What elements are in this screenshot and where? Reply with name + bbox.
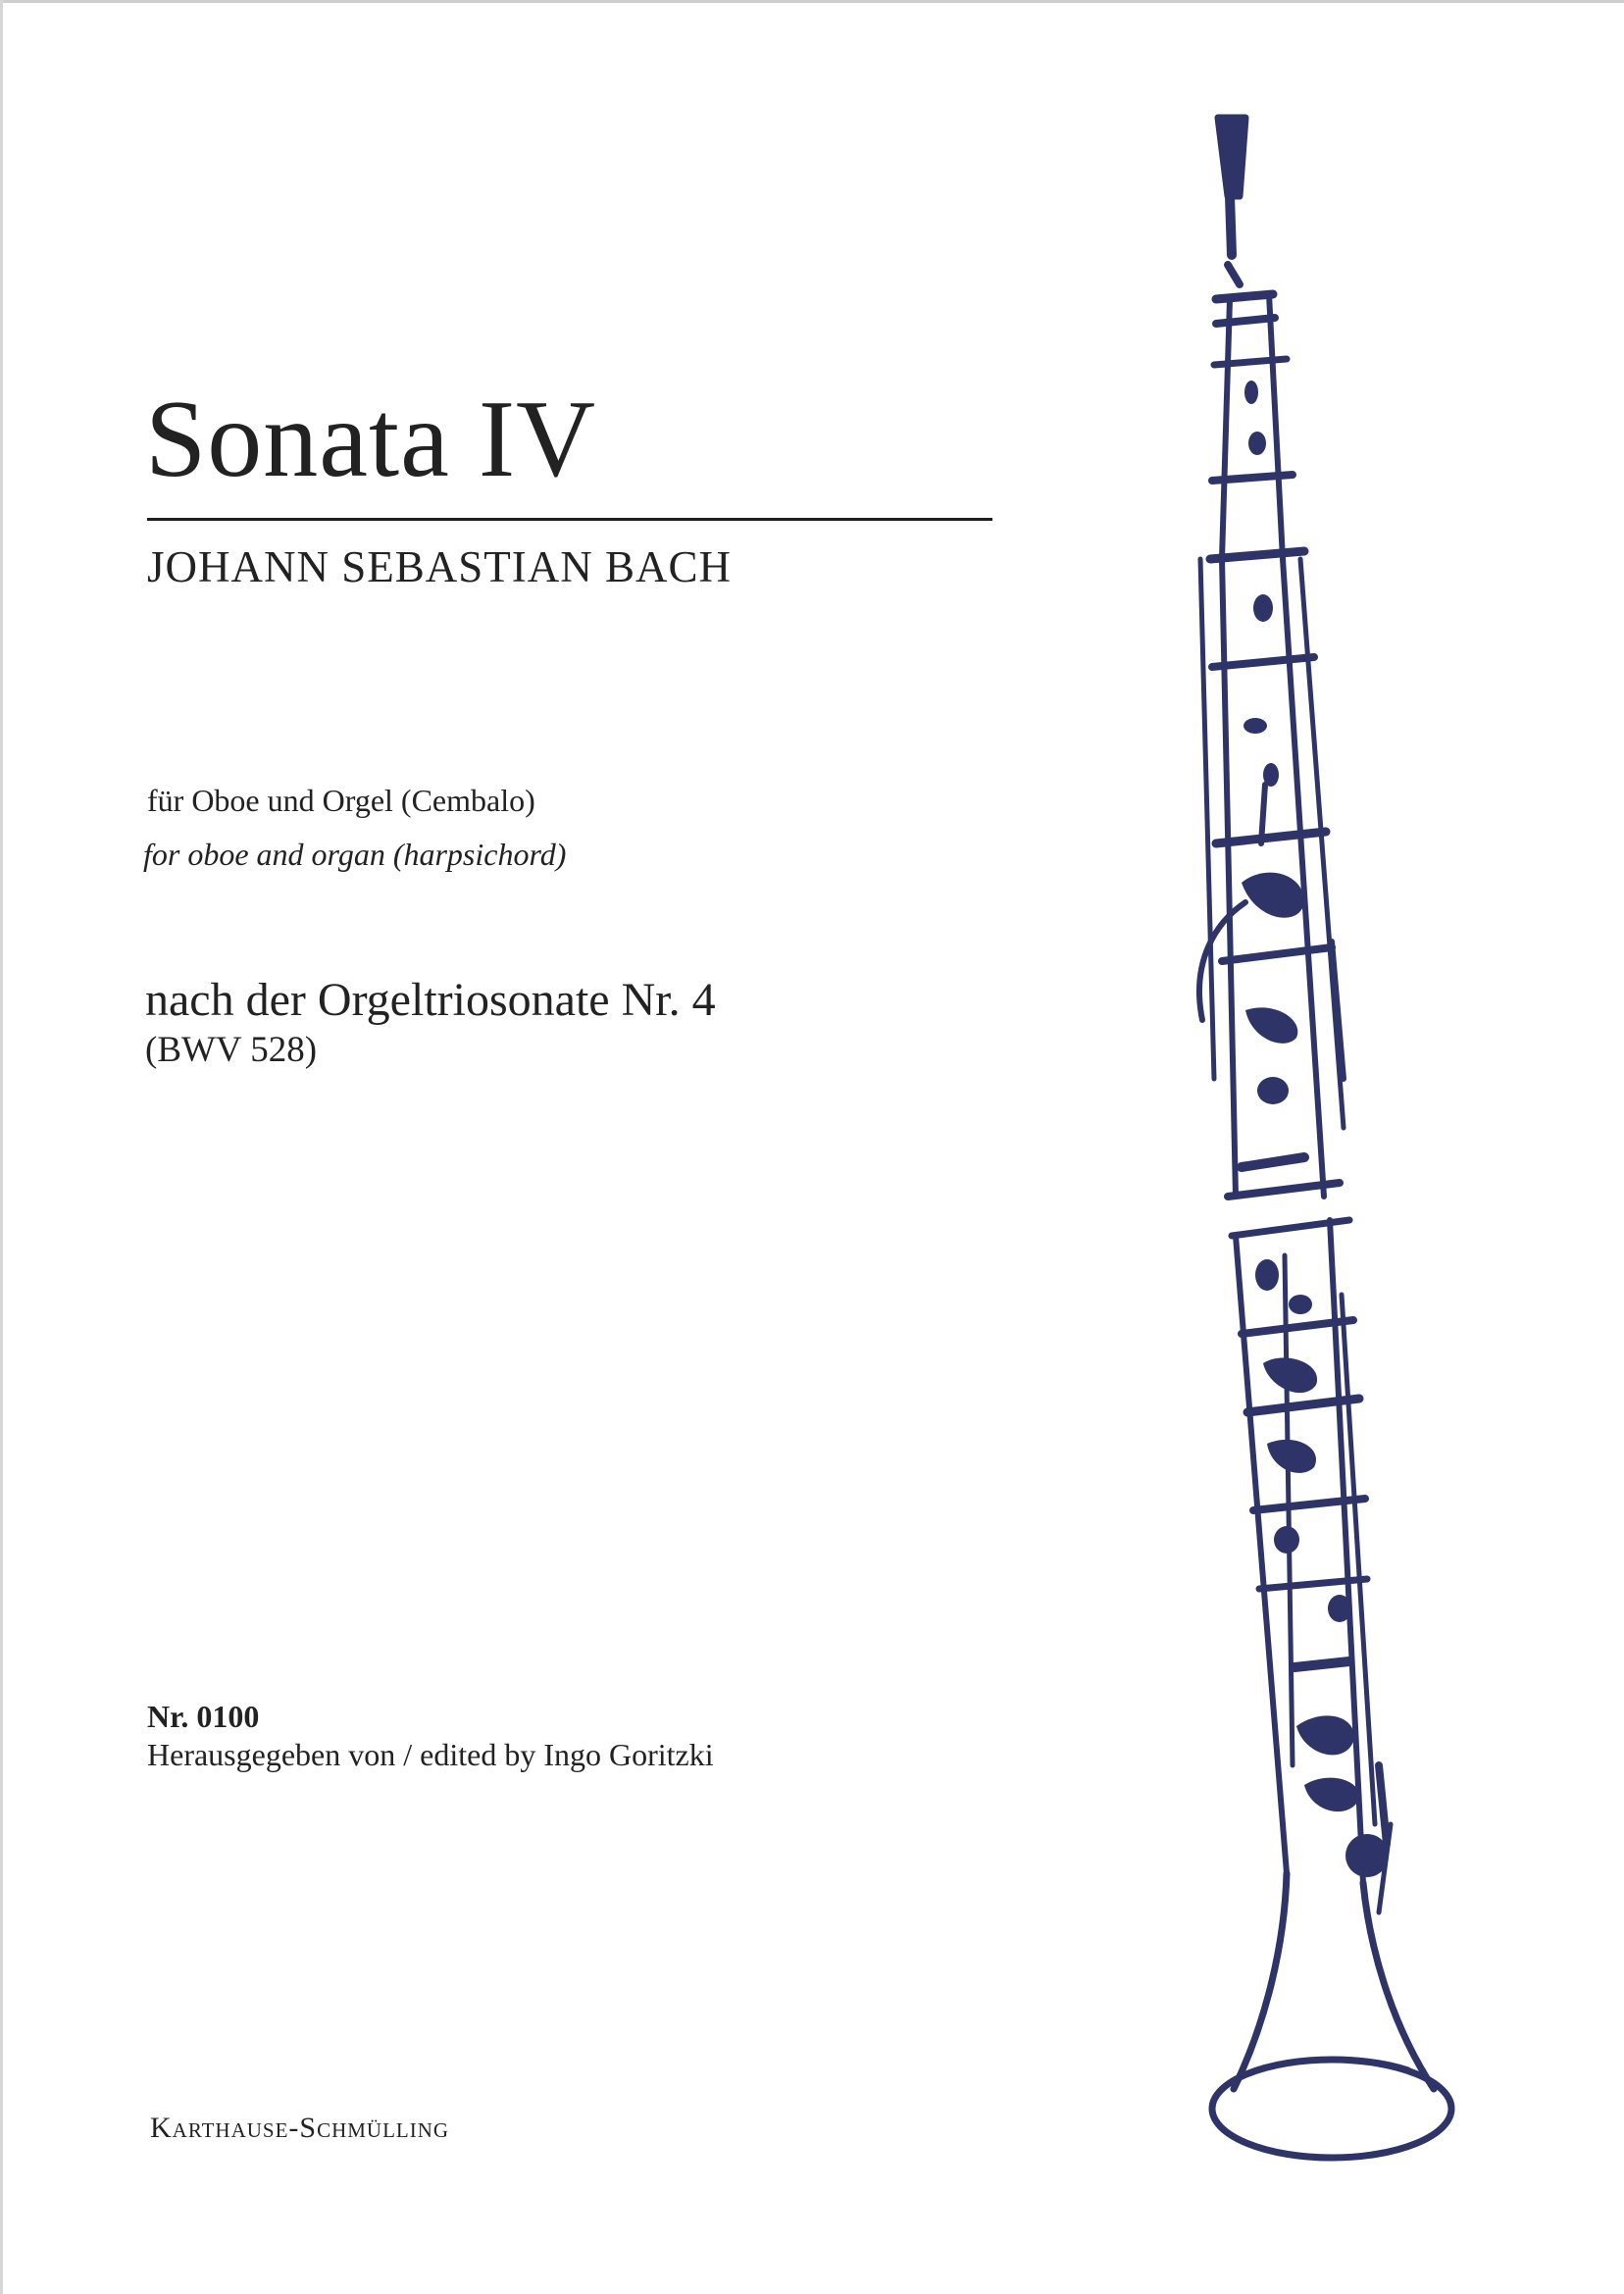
instrumentation-german: für Oboe und Orgel (Cembalo) (147, 783, 535, 818)
title-divider (147, 518, 992, 521)
publisher-name: Karthause-Schmülling (150, 2112, 450, 2144)
editor-credit: Herausgegeben von / edited by Ingo Goritzki (147, 1737, 714, 1772)
scan-edge-top (0, 0, 1624, 3)
instrumentation-english: for oboe and organ (harpsichord) (143, 837, 567, 872)
sonata-title: Sonata IV (145, 379, 597, 500)
edition-number: Nr. 0100 (147, 1699, 260, 1734)
scan-edge-left (0, 0, 3, 2294)
source-work: nach der Orgeltriosonate Nr. 4 (145, 974, 716, 1026)
composer-name: JOHANN SEBASTIAN BACH (147, 542, 733, 591)
bwv-catalog-number: (BWV 528) (145, 1030, 318, 1070)
oboe-drawing-icon (1157, 98, 1589, 2207)
